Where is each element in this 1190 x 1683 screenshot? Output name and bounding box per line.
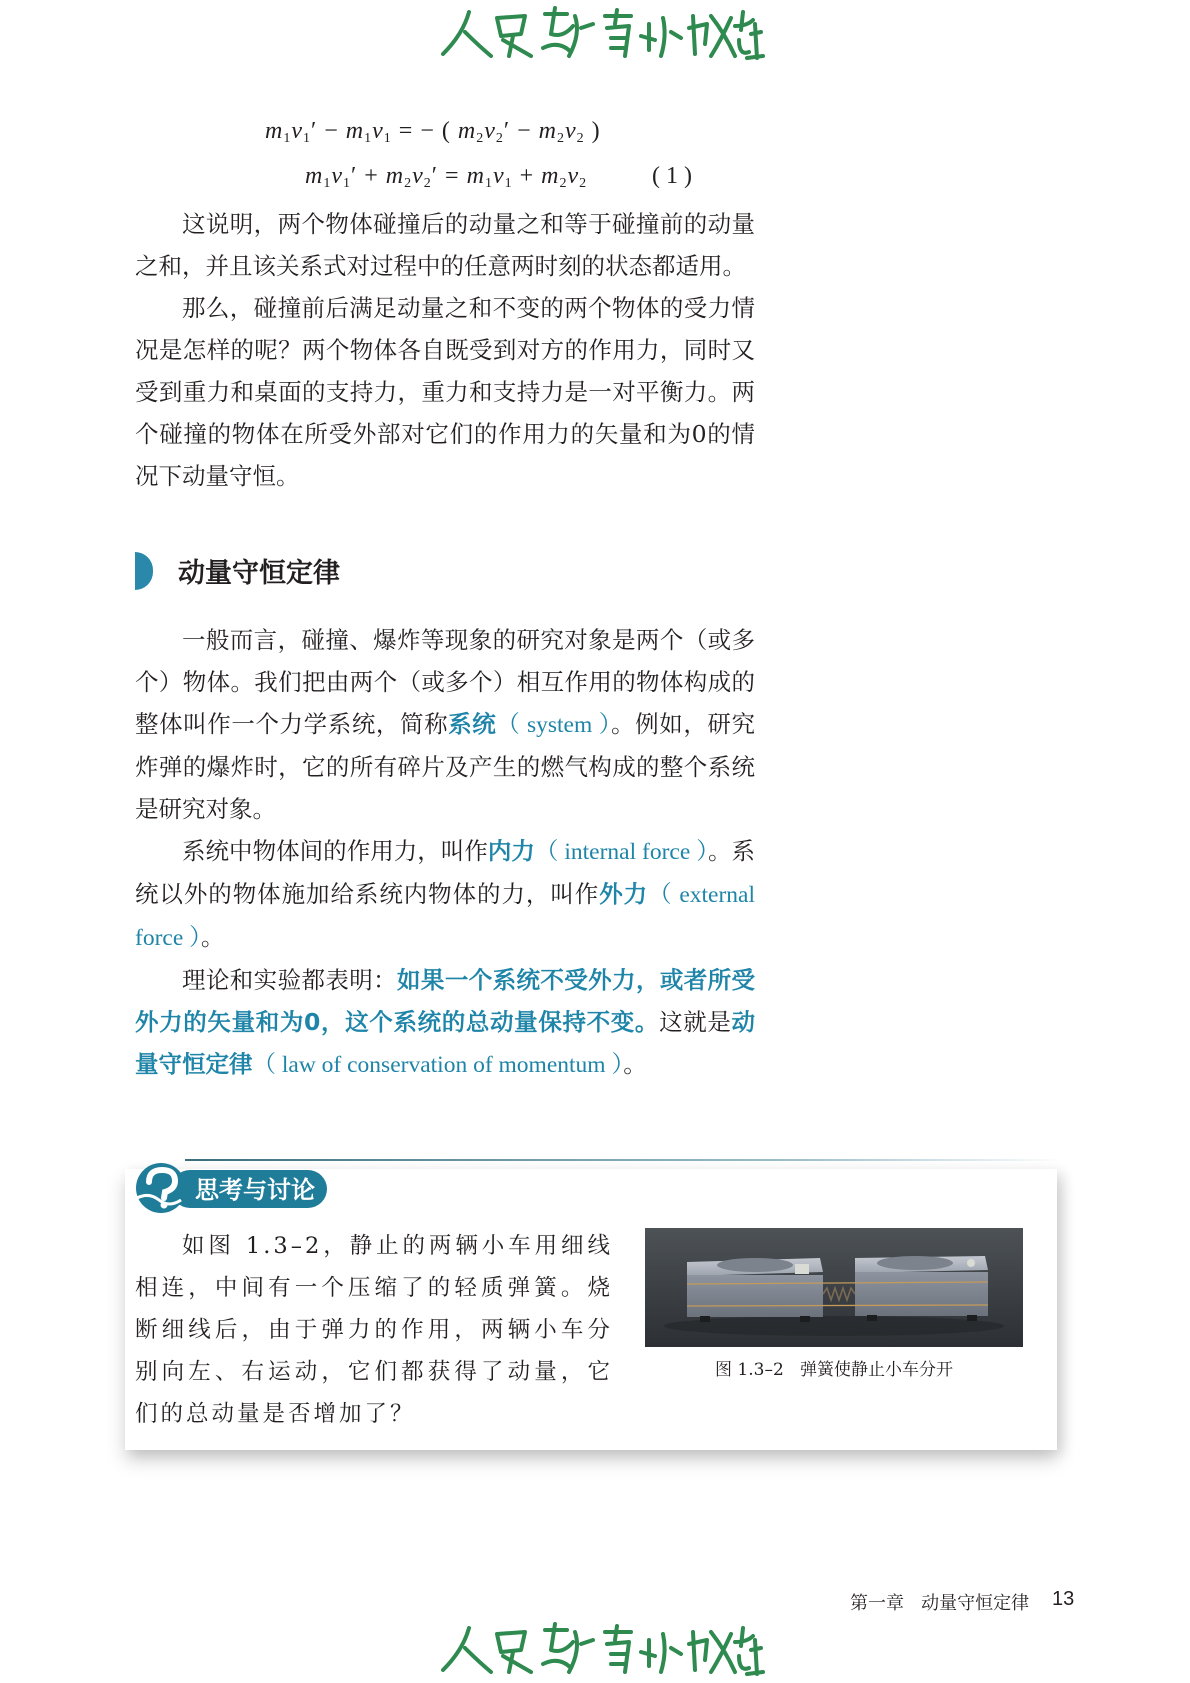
publisher-seal-top bbox=[435, 4, 765, 64]
figure-caption: 图 1.3–2 弹簧使静止小车分开 bbox=[715, 1360, 953, 1380]
text-run: 。系统以外的物体施加给系统内物体的力，叫作 bbox=[135, 837, 756, 908]
text-run: 。 bbox=[200, 923, 225, 951]
text-run: 理论和实验都表明： bbox=[182, 966, 398, 994]
text-run: 。例如，研究炸弹的爆炸时，它的所有碎片及产生的燃气构成的整个系统是研究对象。 bbox=[135, 710, 756, 823]
term-external-force: 外力 bbox=[599, 880, 649, 908]
discussion-title: 思考与讨论 bbox=[195, 1176, 315, 1204]
page-number: 13 bbox=[1052, 1588, 1075, 1610]
section-marker bbox=[135, 552, 153, 590]
text-run: 。 bbox=[623, 1050, 647, 1078]
text-run: 系统中物体间的作用力，叫作 bbox=[182, 837, 488, 865]
term-conservation-law: 动量守恒定律 bbox=[135, 1008, 755, 1078]
text-run: 一般而言，碰撞、爆炸等现象的研究对象是两个（或多个）物体。我们把由两个（或多个）相互作用的物体构成的整体叫作一个力学系统，简称 bbox=[135, 626, 755, 738]
equation-number: ( 1 ) bbox=[652, 163, 692, 189]
paragraph-conservation-law bbox=[135, 959, 755, 1086]
equation-momentum-conservation: $m_1v_1' + m_2v_2' = m_1v_1 + m_2v_2$ bbox=[305, 163, 588, 191]
left-cart bbox=[687, 1258, 823, 1322]
right-cart bbox=[855, 1256, 988, 1321]
publisher-seal-bottom bbox=[435, 1620, 765, 1680]
term-conservation-law-english: （ law of conservation of momentum ） bbox=[252, 1052, 624, 1078]
paragraph: 这说明，两个物体碰撞后的动量之和等于碰撞前的动量之和，并且该关系式对过程中的任意两时刻的状态都适用。 bbox=[135, 210, 755, 280]
discussion-divider bbox=[185, 1159, 1065, 1161]
term-system-english: （ system ） bbox=[496, 712, 612, 738]
law-statement: 如果一个系统不受外力，或者所受外力的矢量和为0，这个系统的总动量保持不变。 bbox=[135, 966, 756, 1036]
body-text-section bbox=[135, 619, 755, 1086]
term-system: 系统 bbox=[448, 710, 497, 738]
term-internal-force: 内力 bbox=[487, 837, 535, 865]
text-run: 这就是 bbox=[659, 1008, 732, 1036]
equation-momentum-change: $m_1v_1' - m_1v_1$ = − ( $m_2v_2' - m_2v_2$ ) bbox=[265, 118, 601, 146]
term-internal-force-english: （ internal force ） bbox=[534, 839, 708, 865]
discussion-question: 如图 1.3–2，静止的两辆小车用细线相连，中间有一个压缩了的轻质弹簧。烧断细线后，由于弹力的作用，两辆小车分别向左、右运动，它们都获得了动量，它们的总动量是否增加了？ bbox=[135, 1233, 613, 1427]
paragraph-system-definition bbox=[135, 619, 755, 830]
paragraph: 那么，碰撞前后满足动量之和不变的两个物体的受力情况是怎样的呢？两个物体各自既受到对方的作用力，同时又受到重力和桌面的支持力，重力和支持力是一对平衡力。两个碰撞的物体在所受外部对它们的作用力的矢量和为0的情况下动量守恒。 bbox=[135, 294, 755, 490]
section-title: 动量守恒定律 bbox=[178, 558, 340, 589]
figure-carts-photo bbox=[645, 1228, 1023, 1347]
footer-chapter-title: 第一章 动量守恒定律 bbox=[850, 1593, 1030, 1614]
term-external-force-english: （ external force ） bbox=[135, 882, 756, 951]
discussion-text bbox=[135, 1225, 613, 1435]
paragraph-force-definition bbox=[135, 830, 755, 959]
body-text-intro bbox=[135, 203, 755, 497]
